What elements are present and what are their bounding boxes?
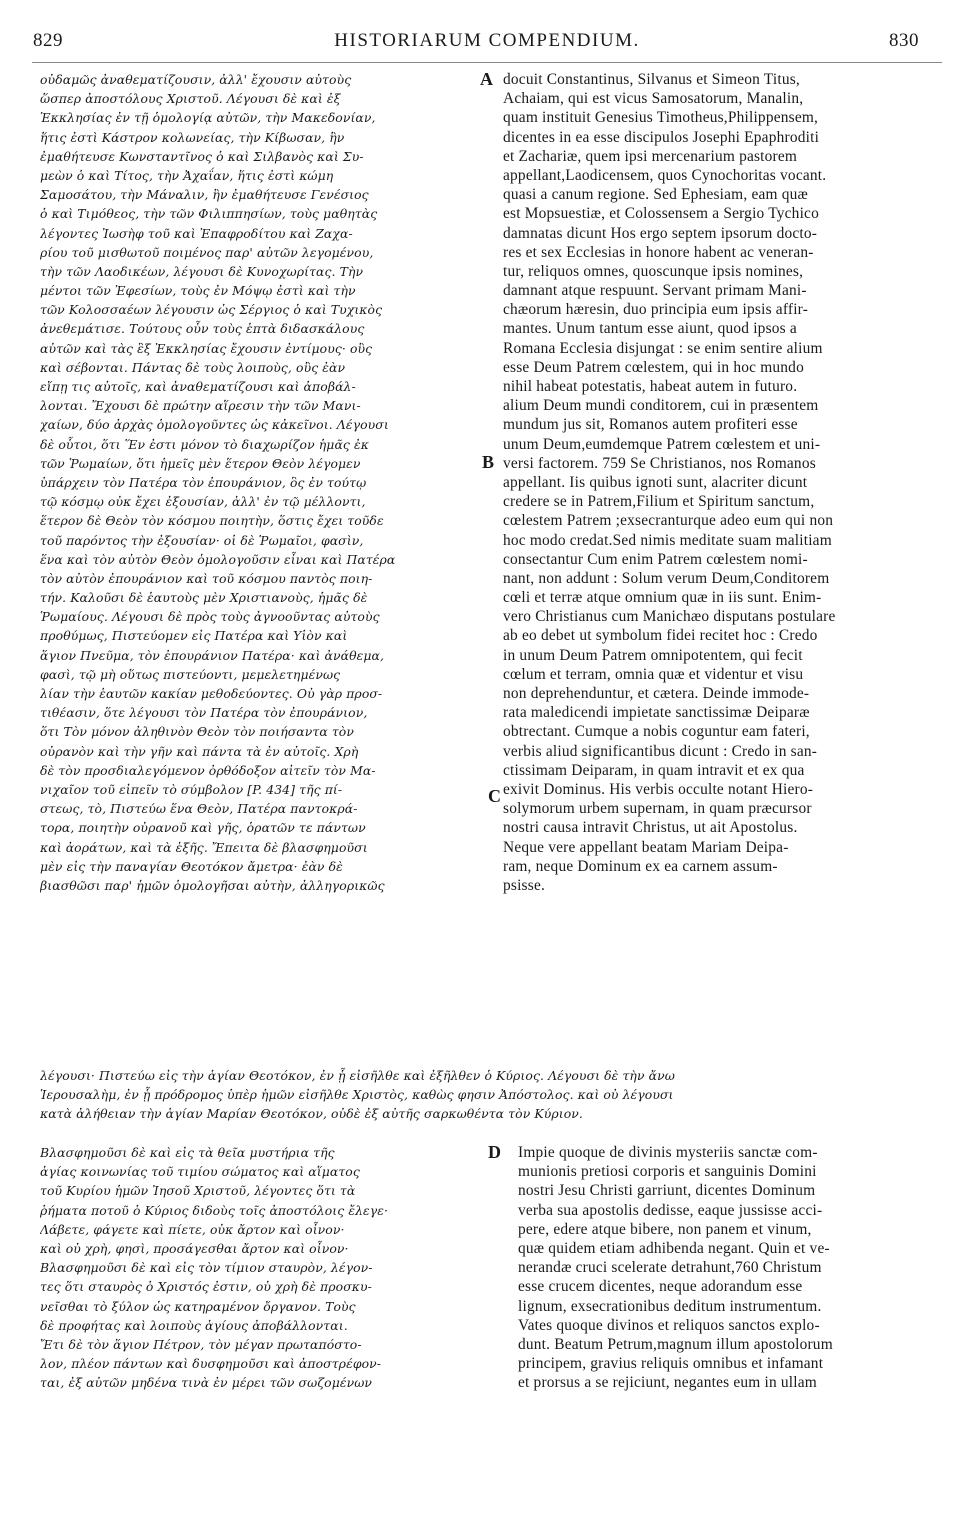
text-line: φασὶ, τῷ μὴ οὕτως πιστεύοντι, μεμελετημένως bbox=[40, 666, 341, 682]
header-rule bbox=[32, 62, 942, 63]
text-line: τοῦ Κυρίου ἡμῶν Ἰησοῦ Χριστοῦ, λέγοντες ὅτι τὰ bbox=[40, 1183, 356, 1199]
text-line: τὴν τῶν Λαοδικέων, λέγουσι δὲ Κυνοχωρίτας. Τὴν bbox=[40, 263, 364, 279]
text-line: ἅγιον Πνεῦμα, τὸν ἐπουράνιον Πατέρα· καὶ ἀνάθεμα, bbox=[40, 647, 385, 663]
page-number-right: 830 bbox=[889, 30, 919, 51]
greek-column-bottom bbox=[40, 1143, 495, 1392]
text-line: μέντοι τῶν Ἐφεσίων, τοὺς ἐν Μόψῳ ἐστὶ καὶ τὴν bbox=[40, 283, 356, 299]
text-line: Λάβετε, φάγετε καὶ πίετε, οὐκ ἄρτον καὶ οἶνον· bbox=[40, 1221, 345, 1237]
text-line: Romana Ecclesia disjungat : se enim sentire alium bbox=[503, 339, 823, 357]
text-line: τῶν Ῥωμαίων, ὅτι ἡμεῖς μὲν ἕτερον Θεὸν λέγομεν bbox=[40, 455, 361, 471]
text-line: ram, neque Dominum ex ea carnem assum- bbox=[503, 857, 778, 875]
text-line: ὑπάρχειν τὸν Πατέρα τὸν ἐπουράνιον, ὃς ἐν τούτῳ bbox=[40, 474, 367, 490]
text-line: τες ὅτι σταυρὸς ὁ Χριστός ἐστιν, οὐ χρὴ δὲ προσκυ- bbox=[40, 1279, 372, 1295]
text-line: λον, πλέον πάντων καὶ δυσφημοῦσι καὶ ἀποστρέφον- bbox=[40, 1356, 382, 1372]
text-line: βιασθῶσι παρ' ἡμῶν ὁμολογῆσαι αὐτὴν, ἀλληγορικῶς bbox=[40, 877, 385, 893]
text-line: χαίων, δύο ἀρχὰς ὁμολογοῦντες ὡς κἀκεῖνοι. Λέγουσι bbox=[40, 417, 389, 433]
text-line: μὲν εἰς τὴν παναγίαν Θεοτόκον ἄμετρα· ἐὰν δὲ bbox=[40, 858, 343, 874]
text-line: ἀνεθεμάτισε. Τούτους οὖν τοὺς ἑπτὰ διδασκάλους bbox=[40, 321, 365, 337]
text-line: Ἔτι δὲ τὸν ἅγιον Πέτρον, τὸν μέγαν πρωταπόστο- bbox=[40, 1336, 362, 1352]
text-line: ὁ καὶ Τιμόθεος, τὴν τῶν Φιλιππησίων, τοὺς μαθητὰς bbox=[40, 206, 378, 222]
text-line: et Zachariæ, quem ipsi mercenarium pastorem bbox=[503, 147, 798, 165]
text-line: τιθέασιν, ὅτε λέγουσι τὸν Πατέρα τὸν ἐπουράνιον, bbox=[40, 705, 368, 721]
text-line: τῶν Κολοσσαέων λέγουσιν ὡς Σέργιος ὁ καὶ Τυχικὸς bbox=[40, 302, 383, 318]
text-line: τορα, ποιητὴν οὐρανοῦ καὶ γῆς, ὁρατῶν τε πάντων bbox=[40, 820, 366, 836]
text-line: δὲ οὗτοι, ὅτι Ἕν ἐστι μόνον τὸ διαχωρίζον ἡμᾶς ἐκ bbox=[40, 436, 369, 452]
latin-column-top bbox=[503, 70, 943, 895]
text-line: quæ quidem etiam adhibenda negant. Quin et ve- bbox=[518, 1239, 830, 1257]
text-line: mundum jus sit, Romanos autem profiteri esse bbox=[503, 416, 798, 434]
text-line: principem, gravius reliquis omnibus et infamant bbox=[518, 1355, 824, 1373]
section-marker-a: A bbox=[480, 69, 493, 89]
text-line: λέγουσι· Πιστεύω εἰς τὴν ἁγίαν Θεοτόκον, ἐν ᾗ εἰσῆλθε καὶ ἐξῆλθεν ὁ Κύριος. Λέγουσι δὲ τὴν ἄνω bbox=[40, 1068, 675, 1083]
text-line: mantes. Unum tantum esse aiunt, quod ipsos a bbox=[503, 320, 797, 338]
text-line: dunt. Beatum Petrum,magnum illum apostolorum bbox=[518, 1335, 833, 1353]
text-line: res et sex Ecclesias in honore habent ac veneran- bbox=[503, 243, 814, 261]
text-line: hoc modo credat.Sed nimis meditate suam malitiam bbox=[503, 531, 832, 549]
text-line: ctissimam Deiparam, in quam intravit et ex qua bbox=[503, 761, 805, 779]
text-line: τὸν αὐτὸν ἐπουράνιον καὶ τοῦ κόσμου παντὸς ποιη- bbox=[40, 570, 373, 586]
text-line: κατὰ ἀλήθειαν τὴν ἁγίαν Μαρίαν Θεοτόκον, οὐδὲ ἐξ αὐτῆς σαρκωθέντα τὸν Κύριον. bbox=[40, 1106, 583, 1122]
text-line: ἥτις ἐστὶ Κάστρον κολωνείας, τὴν Κίβωσαν, ἣν bbox=[40, 129, 345, 145]
text-line: οὐδαμῶς ἀναθεματίζουσιν, ἀλλ' ἔχουσιν αὐτοὺς bbox=[40, 72, 352, 87]
text-line: psisse. bbox=[503, 876, 546, 894]
text-line: ρίου τοῦ μισθωτοῦ ποιμένος παρ' αὐτῶν λεγομένου, bbox=[40, 244, 374, 260]
text-line: στεως, τὸ, Πιστεύω ἕνα Θεὸν, Πατέρα παντοκρά- bbox=[40, 801, 358, 817]
greek-column-top bbox=[40, 70, 495, 895]
text-line: et prorsus a se rejiciunt, negantes eum in ullam bbox=[518, 1374, 817, 1392]
text-line: pere, edere atque bibere, non panem et vinum, bbox=[518, 1220, 812, 1238]
text-line: solymorum urbem supernam, in quam præcursor bbox=[503, 800, 812, 818]
text-line: non deprehenduntur, et cætera. Deinde immode- bbox=[503, 685, 810, 702]
latin-column-bottom bbox=[518, 1143, 943, 1392]
greek-full-width-passage bbox=[40, 1066, 945, 1124]
text-line: Σαμοσάτου, τὴν Μάναλιν, ἣν ἐμαθήτευσε Γενέσιος bbox=[40, 187, 369, 203]
text-line: est Mopsuestiæ, et Colossensem a Sergio Tychico bbox=[503, 205, 819, 223]
text-line: appellant,Laodicensem, quos Cynochoritas vocant. bbox=[503, 166, 827, 184]
text-line: λέγοντες Ἰωσὴφ τοῦ καὶ Ἐπαφροδίτου καὶ Ζαχα- bbox=[40, 225, 353, 241]
text-line: nostri causa intravit Christus, ut ait Apostolus. bbox=[503, 819, 798, 837]
text-line: καὶ οὐ χρὴ, φησὶ, προσάγεσθαι ἄρτον καὶ οἶνον· bbox=[40, 1240, 349, 1256]
text-line: ἁγίας κοινωνίας τοῦ τιμίου σώματος καὶ αἵματος bbox=[40, 1164, 360, 1180]
page-number-left: 829 bbox=[33, 30, 63, 51]
text-line: cœli et terræ atque omnium quæ in iis sunt. Enim- bbox=[503, 589, 822, 607]
text-line: esse Deum Patrem cœlestem, qui in hoc mundo bbox=[503, 358, 804, 376]
text-line: ab eo debet ut symbolum fidei recitet hoc : Credo bbox=[503, 627, 818, 645]
text-line: esse crucem dicentes, neque adorandum esse bbox=[518, 1278, 803, 1296]
text-line: δὲ προφήτας καὶ λοιποὺς ἁγίους ἀποβάλλονται. bbox=[40, 1317, 348, 1333]
text-line: rata maledicendi impietate sanctissimæ Deiparæ bbox=[503, 704, 810, 722]
text-line: δὲ τὸν προσδιαλεγόμενον ὀρθόδοξον αἰτεῖν τὸν Μα- bbox=[40, 762, 376, 778]
text-line: damnatas dicunt Hos ergo septem ipsorum docto- bbox=[503, 224, 818, 242]
text-line: οὐρανὸν καὶ τὴν γῆν καὶ πάντα τὰ ἐν αὐτοῖς. Χρὴ bbox=[40, 743, 359, 759]
text-line: νεῖσθαι τὸ ξύλον ὡς κατηραμένον ὄργανον. Τοὺς bbox=[40, 1298, 356, 1314]
text-line: unum Deum,eumdemque Patrem cœlestem et uni- bbox=[503, 435, 821, 453]
text-line: cœlestem Patrem ;exsecranturque adeo eum qui non bbox=[503, 512, 834, 530]
text-line: chæorum hæresin, duo principia eum ipsis affir- bbox=[503, 301, 809, 319]
section-marker-c: C bbox=[488, 786, 501, 806]
text-line: ὅτι Τὸν μόνον ἀληθινὸν Θεὸν τὸν ποιήσαντα τὸν bbox=[40, 724, 354, 740]
text-line: ται, ἐξ αὐτῶν μηδένα τινὰ ἐν μέρει τῶν σωζομένων bbox=[40, 1375, 373, 1391]
running-title: HISTORIARUM COMPENDIUM. bbox=[334, 30, 640, 51]
text-line: καὶ σέβονται. Πάντας δὲ τοὺς λοιποὺς, οὓς ἐὰν bbox=[40, 359, 346, 375]
text-line: νιχαῖον τοῦ εἰπεῖν τὸ σύμβολον [P. 434] τῆς πί- bbox=[40, 781, 343, 797]
text-line: vero Christianus cum Manichæo disputans postulare bbox=[503, 608, 836, 626]
text-line: προθύμως, Πιστεύομεν εἰς Πατέρα καὶ Υἱὸν καὶ bbox=[40, 628, 348, 644]
text-line: Ἱερουσαλὴμ, ἐν ᾗ πρόδρομος ὑπὲρ ἡμῶν εἰσῆλθε Χριστὸς, καθὼς φησιν Ἀπόστολος. καὶ οὐ λέγουσι bbox=[40, 1087, 674, 1103]
text-line: quasi a canum regione. Sed Ephesiam, eam quæ bbox=[503, 186, 808, 204]
text-line: exivit Dominus. His verbis occulte notant Hiero- bbox=[503, 780, 814, 798]
text-line: Vates quoque divinos et reliquos sanctos explo- bbox=[518, 1316, 820, 1334]
text-line: Ῥωμαίους. Λέγουσι δὲ πρὸς τοὺς ἀγνοοῦντας αὐτοὺς bbox=[40, 609, 380, 625]
text-line: Ἐκκλησίας ἐν τῇ ὁμολογίᾳ αὐτῶν, τὴν Μακεδονίαν, bbox=[40, 110, 376, 126]
text-line: verbis aliud significantibus dicunt : Credo in san- bbox=[503, 742, 818, 760]
text-line: καὶ ἀοράτων, καὶ τὰ ἑξῆς. Ἔπειτα δὲ βλασφημοῦσι bbox=[40, 839, 368, 855]
text-line: λίαν τὴν ἑαυτῶν κακίαν μεθοδεύοντες. Οὐ γὰρ προσ- bbox=[40, 686, 383, 701]
text-line: in unum Deum Patrem omnipotentem, qui fecit bbox=[503, 646, 803, 664]
text-line: Βλασφημοῦσι δὲ καὶ εἰς τὸν τίμιον σταυρὸν, λέγον- bbox=[40, 1260, 373, 1276]
text-line: tur, reliquos omnes, quoscunque ipsis nomines, bbox=[503, 262, 804, 280]
text-line: lignum, exsecrationibus deditum instrumentum. bbox=[518, 1297, 822, 1315]
text-line: versi factorem. 759 Se Christianos, nos Romanos bbox=[503, 454, 816, 472]
text-line: Βλασφημοῦσι δὲ καὶ εἰς τὰ θεῖα μυστήρια τῆς bbox=[40, 1145, 335, 1160]
text-line: verba sua apostolis dedisse, eaque jussisse acci- bbox=[518, 1201, 823, 1219]
text-line: ἕνα καὶ τὸν αὐτὸν Θεὸν ὁμολογοῦσιν εἶναι καὶ Πατέρα bbox=[40, 551, 396, 567]
text-line: Neque vere appellant beatam Mariam Deipa- bbox=[503, 838, 789, 856]
text-line: Achaiam, qui est vicus Samosatorum, Manalin, bbox=[503, 90, 804, 108]
text-line: τῷ κόσμῳ οὐκ ἔχει ἐξουσίαν, ἀλλ' ἐν τῷ μέλλοντι, bbox=[40, 494, 366, 510]
text-line: nant, non addunt : Solum verum Deum,Conditorem bbox=[503, 569, 830, 587]
text-line: εἴπῃ τις αὐτοῖς, καὶ ἀναθεματίζουσι καὶ ἀποβάλ- bbox=[40, 379, 356, 394]
text-line: ἐμαθήτευσε Κωνσταντῖνος ὁ καὶ Σιλβανὸς καὶ Συ- bbox=[40, 148, 364, 164]
text-line: nostri Jesu Christi garriunt, dicentes Dominum bbox=[518, 1182, 816, 1200]
section-marker-b: B bbox=[482, 452, 495, 472]
text-line: docuit Constantinus, Silvanus et Simeon Titus, bbox=[503, 71, 800, 88]
text-line: ἕτερον δὲ Θεὸν τὸν κόσμου ποιητὴν, ὅστις ἔχει τοῦδε bbox=[40, 513, 384, 529]
text-line: appellant. Iis quibus ignoti sunt, alacriter dicunt bbox=[503, 473, 808, 491]
text-line: cœlum et terram, omnia quæ et videntur et visu bbox=[503, 665, 804, 683]
text-line: ὥσπερ ἀποστόλους Χριστοῦ. Λέγουσι δὲ καὶ ἐξ bbox=[40, 91, 341, 107]
text-line: munionis pretiosi corporis et sanguinis Domini bbox=[518, 1163, 817, 1181]
text-line: damnant atque respuunt. Servant primam Mani- bbox=[503, 282, 807, 300]
text-line: quam instituit Genesius Timotheus,Philippensem, bbox=[503, 109, 819, 127]
text-line: μεὼν ὁ καὶ Τίτος, τὴν Ἀχαΐαν, ἥτις ἐστὶ κώμη bbox=[40, 167, 334, 183]
text-line: τήν. Καλοῦσι δὲ ἑαυτοὺς μὲν Χριστιανοὺς, ἡμᾶς δὲ bbox=[40, 590, 368, 606]
text-line: τοῦ παρόντος τὴν ἐξουσίαν· οἱ δὲ Ῥωμαῖοι, φασὶν, bbox=[40, 532, 364, 548]
text-line: Impie quoque de divinis mysteriis sanctæ com- bbox=[518, 1144, 818, 1161]
text-line: credere se in Patrem,Filium et Spiritum sanctum, bbox=[503, 493, 815, 511]
text-line: nerandæ cruci scelerate detrahunt,760 Christum bbox=[518, 1259, 822, 1277]
text-line: obtrectant. Cumque a nobis coguntur eam fateri, bbox=[503, 723, 810, 741]
text-line: dicentes in ea esse discipulos Josephi Epaphroditi bbox=[503, 128, 820, 146]
text-line: λονται. Ἔχουσι δὲ πρώτην αἵρεσιν τὴν τῶν Μανι- bbox=[40, 398, 361, 414]
text-line: consectantur Cum enim Patrem cœlestem nomi- bbox=[503, 550, 808, 568]
text-line: αὐτῶν καὶ τὰς ἓξ Ἐκκλησίας ἔχουσιν ἐντίμους· οὓς bbox=[40, 340, 373, 356]
text-line: alium Deum mundi conditorem, cui in præsentem bbox=[503, 397, 819, 415]
text-line: ῥήματα ποτοῦ ὁ Κύριος διδοὺς τοῖς ἀποστόλοις ἔλεγε· bbox=[40, 1202, 389, 1218]
section-marker-d: D bbox=[488, 1142, 501, 1162]
text-line: nihil habeat potestatis, habeat autem in futuro. bbox=[503, 378, 798, 395]
